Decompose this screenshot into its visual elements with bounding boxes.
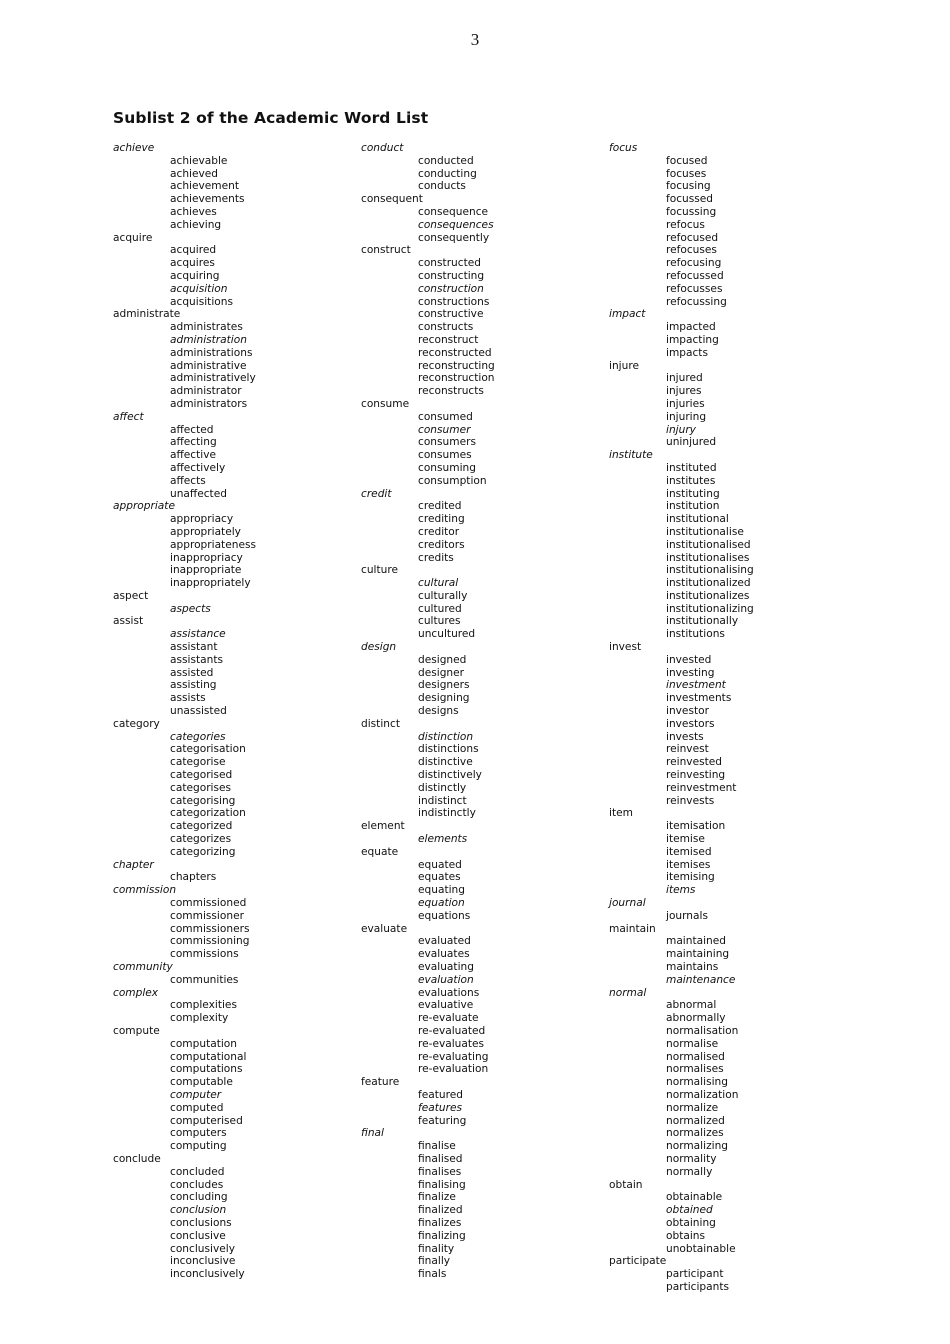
word-family-member: appropriacy [170,513,234,526]
word-family-member: equations [418,909,471,922]
word-family-member: normalizes [666,1127,724,1140]
word-family-member: reinvesting [666,769,726,782]
word-family-member: categorizing [170,845,236,858]
word-family-member: administrative [170,359,247,372]
headword: community [113,961,173,973]
headword: invest [609,641,642,654]
word-family-member: normalises [666,1063,724,1076]
word-family-member: affectively [170,461,226,474]
word-family-member: categorized [170,820,233,833]
word-family-member: achievable [170,154,228,167]
word-family-member: inappropriate [170,564,242,577]
word-family-member: assistant [170,641,218,654]
word-family-member: categorise [170,756,226,769]
word-family-member: itemise [666,833,705,846]
word-family-member: constructing [418,269,485,282]
headword: equate [361,845,399,858]
word-family-member: culturally [418,589,468,602]
word-family-member: unassisted [170,705,227,718]
word-family-member: concluded [170,1165,225,1178]
word-family-member: conclusively [170,1242,235,1255]
word-family-member: focused [666,154,708,167]
word-family-member: maintains [666,961,719,973]
word-family-member: computations [170,1063,243,1076]
word-family-member: reconstructs [418,385,484,398]
word-family-member: maintaining [666,948,730,961]
word-family-member: consumers [418,436,476,449]
word-family-member: normalising [666,1076,728,1089]
word-family-member: consumer [418,423,471,436]
word-family-member: finalize [418,1191,456,1204]
word-column-2 [361,142,601,1281]
word-family-member: assistants [170,653,224,666]
word-family-member: finalised [418,1152,463,1165]
headword: maintain [609,922,656,935]
headword: consequent [361,193,423,206]
word-family-member: reinvest [666,743,709,756]
word-family-member: achieved [170,167,219,180]
word-family-member: refocused [666,231,719,244]
word-family-member: finalise [418,1140,456,1153]
word-family-member: institutionalises [666,551,750,564]
word-family-member: abnormally [666,1012,726,1025]
word-family-member: acquired [170,244,217,257]
word-family-member: distinctively [418,769,482,782]
word-family-member: indistinctly [418,807,476,820]
word-family-member: institutionalizes [666,589,750,602]
word-family-member: aspects [170,602,211,615]
word-family-member: distinction [418,730,474,743]
word-family-member: invests [666,730,704,743]
word-family-member: focuses [666,167,707,180]
word-family-member: computation [170,1037,238,1050]
word-family-member: reconstruct [418,333,479,346]
word-family-member: uncultured [418,628,476,641]
word-family-member: constructions [418,295,490,308]
word-family-member: instituted [666,461,717,474]
word-family-member: instituting [666,487,720,500]
headword: acquire [113,231,153,244]
word-family-member: finally [418,1255,451,1268]
word-family-member: finality [418,1242,455,1255]
word-family-member: finalizes [418,1216,462,1229]
word-family-member: computational [170,1050,247,1063]
word-family-member: evaluates [418,948,470,961]
headword: element [361,820,405,833]
word-family-member: injury [666,423,696,436]
word-family-member: focussed [666,193,714,206]
word-family-member: chapters [170,871,217,884]
word-family-member: normalized [666,1114,725,1127]
headword: feature [361,1076,400,1089]
word-family-member: evaluation [418,973,474,986]
word-family-member: re-evaluation [418,1063,489,1076]
word-family-member: affected [170,423,214,436]
word-family-member: constructed [418,257,481,270]
word-family-member: equates [418,871,461,884]
word-family-member: credits [418,551,454,564]
word-family-member: categorization [170,807,246,820]
word-column-1 [113,142,353,1281]
word-family-member: commissioned [170,897,247,910]
word-family-member: computerised [170,1114,243,1127]
headword: administrate [113,308,181,321]
word-family-member: inconclusive [170,1255,236,1268]
word-family-member: investors [666,717,715,730]
word-family-member: abnormal [666,999,717,1012]
word-family-member: evaluated [418,935,471,948]
word-family-member: finalizing [418,1229,466,1242]
word-family-member: re-evaluating [418,1050,489,1063]
word-family-member: normalizing [666,1140,729,1153]
word-family-member: finals [418,1268,447,1281]
word-family-member: conclusive [170,1229,226,1242]
word-family-member: unobtainable [666,1242,736,1255]
word-family-member: featuring [418,1114,467,1127]
word-family-member: inappropriately [170,577,251,590]
headword: design [361,641,397,654]
headword: final [361,1127,384,1140]
word-family-member: refocus [666,218,705,231]
word-family-member: itemisation [666,820,726,833]
word-family-member: inappropriacy [170,551,243,564]
word-family-member: crediting [418,513,465,526]
word-family-member: affective [170,449,217,462]
word-family-member: acquiring [170,269,220,282]
headword: commission [113,884,177,897]
word-family-member: consumes [418,449,472,462]
word-family-member: consequence [418,205,489,218]
word-family-member: obtainable [666,1191,723,1204]
word-family-member: investor [666,705,709,718]
word-family-member: journals [666,909,708,922]
word-family-member: institutionally [666,615,739,628]
word-family-member: institution [666,500,720,513]
headword: consume [361,397,410,410]
word-family-member: creditor [418,525,460,538]
word-family-member: impacted [666,321,716,334]
word-family-member: equation [418,897,465,910]
word-family-member: equated [418,858,462,871]
word-family-member: administrators [170,397,248,410]
word-family-member: administrations [170,346,253,359]
word-family-member: normality [666,1152,717,1165]
word-family-member: uninjured [666,436,717,449]
word-family-member: injuring [666,410,707,423]
word-family-member: categorised [170,769,233,782]
word-family-member: featured [418,1088,463,1101]
headword: injure [609,359,639,372]
headword: category [113,717,160,730]
word-family-member: finalising [418,1178,466,1191]
headword: focus [609,142,638,154]
headword: aspect [113,589,149,602]
word-family-member: institutionalised [666,538,751,551]
word-family-member: affects [170,474,206,487]
word-family-member: items [666,884,696,897]
word-family-member: itemising [666,871,715,884]
word-family-member: normalise [666,1037,719,1050]
word-family-member: distinctly [418,781,467,794]
headword: credit [361,487,392,500]
word-family-member: administrator [170,385,242,398]
word-family-member: maintenance [666,973,736,986]
word-family-member: reconstructed [418,346,492,359]
word-family-member: finalized [418,1204,463,1217]
word-family-member: achievements [170,193,245,206]
word-family-member: injuries [666,397,705,410]
word-family-member: injures [666,385,702,398]
word-family-member: institutionalising [666,564,754,577]
word-family-member: acquisitions [170,295,233,308]
word-family-member: cultural [418,577,459,590]
word-family-member: consequences [418,218,494,231]
word-family-member: commissioner [170,909,244,922]
word-family-member: construction [418,282,484,295]
word-family-member: administration [170,333,247,346]
headword: chapter [113,858,154,871]
word-family-member: computer [170,1088,222,1101]
word-family-member: inconclusively [170,1268,245,1281]
word-family-member: institutes [666,474,716,487]
word-family-member: institutional [666,513,729,526]
word-family-member: designers [418,679,470,692]
word-family-member: institutionalized [666,577,751,590]
word-family-member: affecting [170,436,217,449]
word-family-member: computed [170,1101,224,1114]
word-family-member: obtained [666,1204,713,1217]
word-family-member: cultures [418,615,461,628]
word-column-3 [609,142,849,1294]
headword: impact [609,308,646,321]
word-family-member: designs [418,705,459,718]
word-family-member: categories [170,730,226,743]
word-family-member: conclusion [170,1204,227,1217]
word-family-member: normally [666,1165,713,1178]
word-family-member: concludes [170,1178,224,1191]
word-family-member: conducting [418,167,477,180]
word-family-member: reinvestment [666,781,737,794]
word-family-member: reinvested [666,756,722,769]
word-family-member: re-evaluate [418,1012,479,1025]
word-family-member: refocusing [666,257,722,270]
word-family-member: maintained [666,935,727,948]
word-family-member: participant [666,1268,724,1281]
word-family-member: evaluative [418,999,474,1012]
headword: construct [361,244,411,257]
word-family-member: concluding [170,1191,228,1204]
word-family-member: conclusions [170,1216,232,1229]
word-family-member: assistance [170,628,226,641]
word-family-member: institutionalise [666,525,744,538]
word-family-member: finalises [418,1165,462,1178]
word-family-member: re-evaluated [418,1024,486,1037]
word-family-member: investments [666,692,732,705]
word-family-member: conducted [418,154,474,167]
word-family-member: assists [170,692,206,705]
headword: item [609,807,633,820]
headword: obtain [609,1178,643,1191]
word-family-member: administratively [170,372,256,385]
word-family-member: evaluations [418,986,480,999]
word-family-member: participants [666,1280,730,1293]
word-family-member: designed [418,653,467,666]
word-family-member: distinctive [418,756,473,769]
word-family-member: re-evaluates [418,1037,485,1050]
word-family-member: consumed [418,410,473,423]
word-family-member: injured [666,372,703,385]
headword: culture [361,564,398,577]
word-family-member: conducts [418,180,466,193]
headword: affect [113,410,144,423]
headword: complex [113,986,159,999]
word-family-member: evaluating [418,961,474,973]
word-family-member: complexity [170,1012,229,1025]
word-family-member: categorizes [170,833,232,846]
headword: appropriate [113,500,175,513]
word-family-member: reconstructing [418,359,495,372]
word-family-member: invested [666,653,712,666]
word-family-member: computing [170,1140,227,1153]
word-family-member: institutions [666,628,725,641]
headword: participate [609,1255,667,1268]
word-family-member: commissions [170,948,239,961]
word-family-member: institutionalizing [666,602,754,615]
word-family-member: consuming [418,461,476,474]
headword: normal [609,986,647,999]
word-family-member: complexities [170,999,237,1012]
word-family-member: normalize [666,1101,719,1114]
word-family-member: impacting [666,333,719,346]
word-family-member: appropriateness [170,538,257,551]
word-family-member: administrates [170,321,243,334]
page-number: 3 [470,30,480,49]
word-family-member: impacts [666,346,708,359]
word-family-member: obtaining [666,1216,716,1229]
word-family-member: acquisition [170,282,228,295]
headword: institute [609,449,653,462]
word-family-member: commissioners [170,922,250,935]
word-family-member: normalised [666,1050,725,1063]
word-family-member: categorising [170,794,236,807]
word-family-member: constructive [418,308,484,321]
word-family-member: cultured [418,602,462,615]
headword: compute [113,1024,160,1037]
word-family-member: assisted [170,666,214,679]
word-family-member: normalisation [666,1024,739,1037]
word-family-member: communities [170,973,239,986]
word-family-member: reinvests [666,794,715,807]
word-family-member: consequently [418,231,490,244]
word-family-member: acquires [170,257,215,270]
word-family-member: elements [418,833,468,846]
headword: conclude [113,1152,161,1165]
word-family-member: normalization [666,1088,739,1101]
headword: assist [113,615,144,628]
word-family-member: investing [666,666,715,679]
word-family-member: achieves [170,205,217,218]
word-family-member: achieving [170,218,222,231]
headword: achieve [113,142,155,154]
word-family-member: refocussing [666,295,727,308]
word-family-member: distinctions [418,743,479,756]
word-family-member: designer [418,666,465,679]
headword: distinct [361,717,400,730]
word-family-member: investment [666,679,726,692]
word-family-member: achievement [170,180,239,193]
word-family-member: features [418,1101,462,1114]
word-family-member: focusing [666,180,711,193]
headword: evaluate [361,922,408,935]
headword: conduct [361,142,404,154]
word-family-member: obtains [666,1229,706,1242]
word-family-member: credited [418,500,462,513]
page-title: Sublist 2 of the Academic Word List [113,109,429,127]
word-family-member: focussing [666,205,717,218]
word-family-member: indistinct [418,794,467,807]
word-family-member: computers [170,1127,227,1140]
word-family-member: categorisation [170,743,246,756]
word-family-member: constructs [418,321,474,334]
word-family-member: unaffected [170,487,227,500]
headword: journal [609,897,646,910]
word-family-member: reconstruction [418,372,495,385]
word-family-member: categorises [170,781,232,794]
word-family-member: appropriately [170,525,241,538]
word-family-member: creditors [418,538,465,551]
word-family-member: assisting [170,679,217,692]
word-family-member: refocuses [666,244,717,257]
word-family-member: itemised [666,845,712,858]
word-family-member: commissioning [170,935,250,948]
word-family-member: refocusses [666,282,723,295]
word-family-member: itemises [666,858,711,871]
word-family-member: designing [418,692,470,705]
word-family-member: equating [418,884,465,897]
word-family-member: computable [170,1076,233,1089]
word-family-member: refocussed [666,269,724,282]
word-family-member: consumption [418,474,487,487]
